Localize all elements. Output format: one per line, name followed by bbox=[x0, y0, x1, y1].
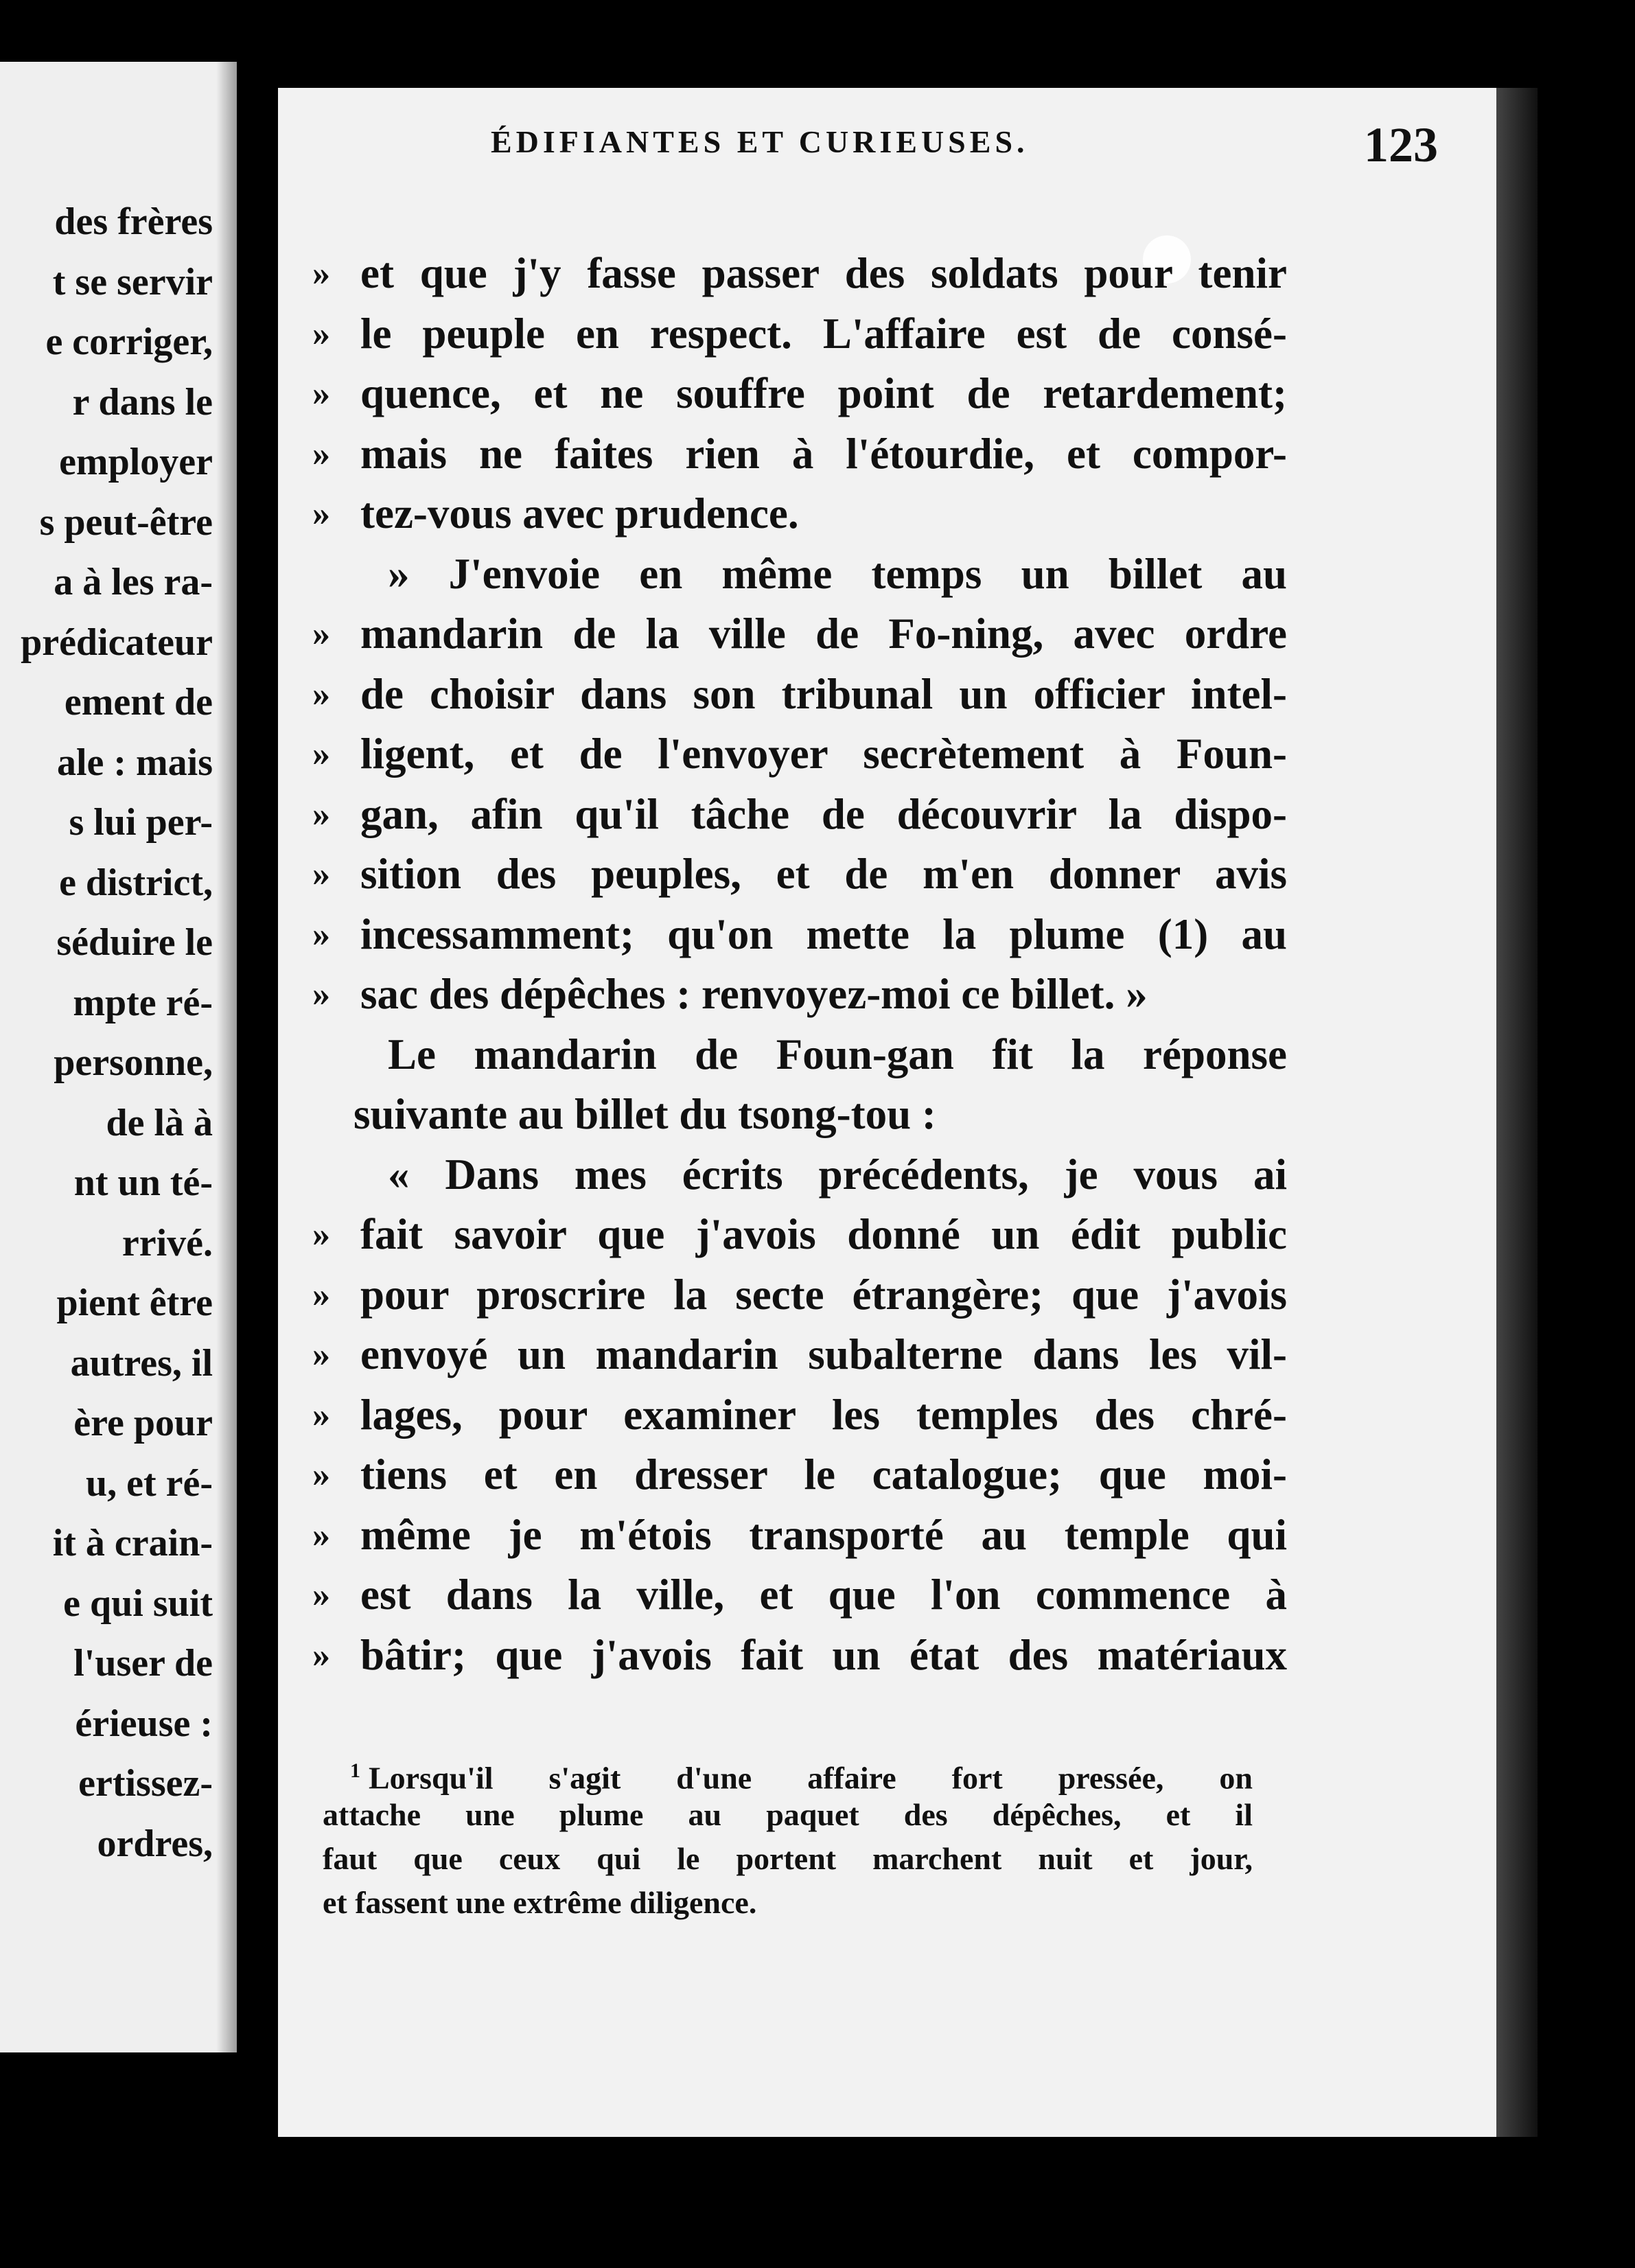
body-line bbox=[312, 724, 1287, 785]
footnote-mark: 1 bbox=[350, 1759, 360, 1782]
body-line bbox=[312, 844, 1287, 905]
left-page-line: ement de bbox=[64, 681, 213, 724]
footnote-line bbox=[323, 1793, 1253, 1837]
body-line bbox=[312, 244, 1287, 304]
body-line-text: bâtir; que j'avois fait un état des matériaux bbox=[360, 1630, 1287, 1679]
body-line-text: envoyé un mandarin subalterne dans les vil- bbox=[360, 1330, 1287, 1378]
left-page-line: ère pour bbox=[73, 1402, 213, 1444]
body-line-text: incessamment; qu'on mette la plume (1) au bbox=[360, 910, 1287, 958]
body-line-text: et que j'y fasse passer des soldats pour tenir bbox=[360, 249, 1287, 297]
quote-mark: » bbox=[312, 1275, 330, 1315]
quote-mark: » bbox=[312, 855, 330, 894]
body-line bbox=[312, 1445, 1287, 1505]
body-line bbox=[312, 1325, 1287, 1385]
quote-mark: » bbox=[312, 1635, 330, 1675]
body-line-text: Le mandarin de Foun-gan fit la réponse bbox=[388, 1030, 1287, 1078]
left-page-line: t se servir bbox=[52, 260, 213, 303]
body-line bbox=[312, 424, 1287, 485]
left-page-line: érieuse : bbox=[75, 1702, 213, 1745]
left-page-line: de là à bbox=[106, 1101, 213, 1144]
body-line-text: fait savoir que j'avois donné un édit public bbox=[360, 1210, 1287, 1258]
body-line-text: lages, pour examiner les temples des chré- bbox=[360, 1390, 1287, 1439]
left-page-line: nt un té- bbox=[73, 1161, 213, 1204]
footnote-line bbox=[323, 1837, 1253, 1881]
left-page-line: e district, bbox=[59, 861, 213, 904]
left-page-line: a à les ra- bbox=[54, 561, 213, 603]
body-line-text: tiens et en dresser le catalogue; que moi- bbox=[360, 1450, 1287, 1498]
body-line bbox=[312, 1085, 1287, 1145]
running-head bbox=[491, 117, 1438, 172]
body-line bbox=[312, 664, 1287, 725]
body-line-text: pour proscrire la secte étrangère; que j'avois bbox=[360, 1270, 1287, 1319]
running-title: ÉDIFIANTES ET CURIEUSES. bbox=[491, 124, 1029, 159]
left-page-line: des frères bbox=[54, 200, 213, 243]
body-line-text: sition des peuples, et de m'en donner avis bbox=[360, 850, 1287, 898]
body-line-text: » J'envoie en même temps un billet au bbox=[388, 549, 1287, 598]
body-line-text: mais ne faites rien à l'étourdie, et compor- bbox=[360, 429, 1287, 478]
left-page-line: rrivé. bbox=[121, 1221, 213, 1264]
footnote-line bbox=[323, 1881, 1253, 1925]
body-line bbox=[312, 1145, 1287, 1205]
quote-mark: » bbox=[312, 734, 330, 774]
body-line-text: ligent, et de l'envoyer secrètement à Foun- bbox=[360, 730, 1287, 778]
body-line bbox=[312, 785, 1287, 845]
left-page-line: l'user de bbox=[73, 1642, 213, 1685]
left-page-line: personne, bbox=[54, 1041, 213, 1084]
quote-mark: » bbox=[312, 374, 330, 413]
quote-mark: » bbox=[312, 1575, 330, 1615]
left-page-line: ale : mais bbox=[56, 741, 213, 784]
body-line bbox=[312, 1565, 1287, 1625]
body-line-text: mandarin de la ville de Fo-ning, avec ordre bbox=[360, 610, 1287, 658]
body-line bbox=[312, 905, 1287, 965]
quote-mark: » bbox=[312, 314, 330, 354]
footnote bbox=[323, 1749, 1253, 1925]
quote-mark: » bbox=[312, 1215, 330, 1254]
left-page-line: ordres, bbox=[97, 1822, 213, 1865]
footnote-text: faut que ceux qui le portent marchent nuit et jour, bbox=[323, 1841, 1253, 1876]
left-page-line: autres, il bbox=[70, 1341, 213, 1385]
body-line-text: tez-vous avec prudence. bbox=[360, 489, 799, 537]
quote-mark: » bbox=[312, 494, 330, 533]
footnote-text: Lorsqu'il s'agit d'une affaire fort pressée, on bbox=[369, 1760, 1253, 1796]
left-page-line: u, et ré- bbox=[85, 1461, 213, 1505]
left-page-line: pient être bbox=[56, 1282, 213, 1324]
gutter-shadow bbox=[216, 62, 237, 2052]
body-line bbox=[312, 364, 1287, 424]
left-page-line: employer bbox=[59, 441, 213, 483]
left-page-line: e qui suit bbox=[63, 1582, 213, 1625]
left-page-line: e corriger, bbox=[45, 321, 213, 363]
quote-mark: » bbox=[312, 254, 330, 293]
left-page-line: ertissez- bbox=[78, 1762, 213, 1805]
footnote-line bbox=[323, 1749, 1253, 1796]
body-line bbox=[312, 1625, 1287, 1686]
body-line-text: le peuple en respect. L'affaire est de consé- bbox=[360, 309, 1287, 358]
body-line-text: de choisir dans son tribunal un officier intel- bbox=[360, 669, 1287, 718]
left-page-line: prédicateur bbox=[21, 621, 213, 664]
body-line bbox=[312, 1205, 1287, 1265]
quote-mark: » bbox=[312, 1395, 330, 1435]
quote-mark: » bbox=[312, 674, 330, 714]
body-line-text: « Dans mes écrits précédents, je vous ai bbox=[388, 1150, 1287, 1199]
body-line-text: même je m'étois transporté au temple qui bbox=[360, 1510, 1287, 1559]
footnote-text: attache une plume au paquet des dépêches, et il bbox=[323, 1797, 1253, 1832]
left-page-line: s peut-être bbox=[39, 500, 213, 544]
quote-mark: » bbox=[312, 794, 330, 834]
quote-mark: » bbox=[312, 1515, 330, 1555]
quote-mark: » bbox=[312, 914, 330, 954]
quote-mark: » bbox=[312, 614, 330, 653]
body-line bbox=[312, 1025, 1287, 1085]
quote-mark: » bbox=[312, 975, 330, 1014]
body-line-text: suivante au billet du tsong-tou : bbox=[353, 1090, 936, 1138]
body-line bbox=[312, 604, 1287, 664]
quote-mark: » bbox=[312, 1455, 330, 1494]
footnote-text: et fassent une extrême diligence. bbox=[323, 1885, 757, 1920]
previous-page-fragment bbox=[0, 62, 237, 2052]
body-text bbox=[312, 244, 1287, 1685]
body-line bbox=[312, 544, 1287, 605]
body-line bbox=[312, 484, 1287, 544]
body-line-text: sac des dépêches : renvoyez-moi ce billet. » bbox=[360, 970, 1148, 1018]
body-line bbox=[312, 304, 1287, 364]
body-line bbox=[312, 1505, 1287, 1566]
left-page-line: it à crain- bbox=[52, 1522, 213, 1564]
quote-mark: » bbox=[312, 434, 330, 474]
left-page-line: mpte ré- bbox=[73, 981, 213, 1024]
quote-mark: » bbox=[312, 1335, 330, 1374]
body-line bbox=[312, 964, 1287, 1025]
left-page-line: r dans le bbox=[72, 380, 213, 424]
page-number: 123 bbox=[1364, 117, 1438, 172]
body-line bbox=[312, 1385, 1287, 1446]
left-page-line: s lui per- bbox=[69, 801, 213, 844]
body-line-text: gan, afin qu'il tâche de découvrir la dispo- bbox=[360, 789, 1287, 838]
page-edge-shadow bbox=[1496, 88, 1538, 2137]
body-line-text: est dans la ville, et que l'on commence à bbox=[360, 1571, 1287, 1619]
body-line bbox=[312, 1265, 1287, 1326]
body-line-text: quence, et ne souffre point de retardement; bbox=[360, 369, 1287, 417]
left-page-line: séduire le bbox=[56, 921, 213, 964]
